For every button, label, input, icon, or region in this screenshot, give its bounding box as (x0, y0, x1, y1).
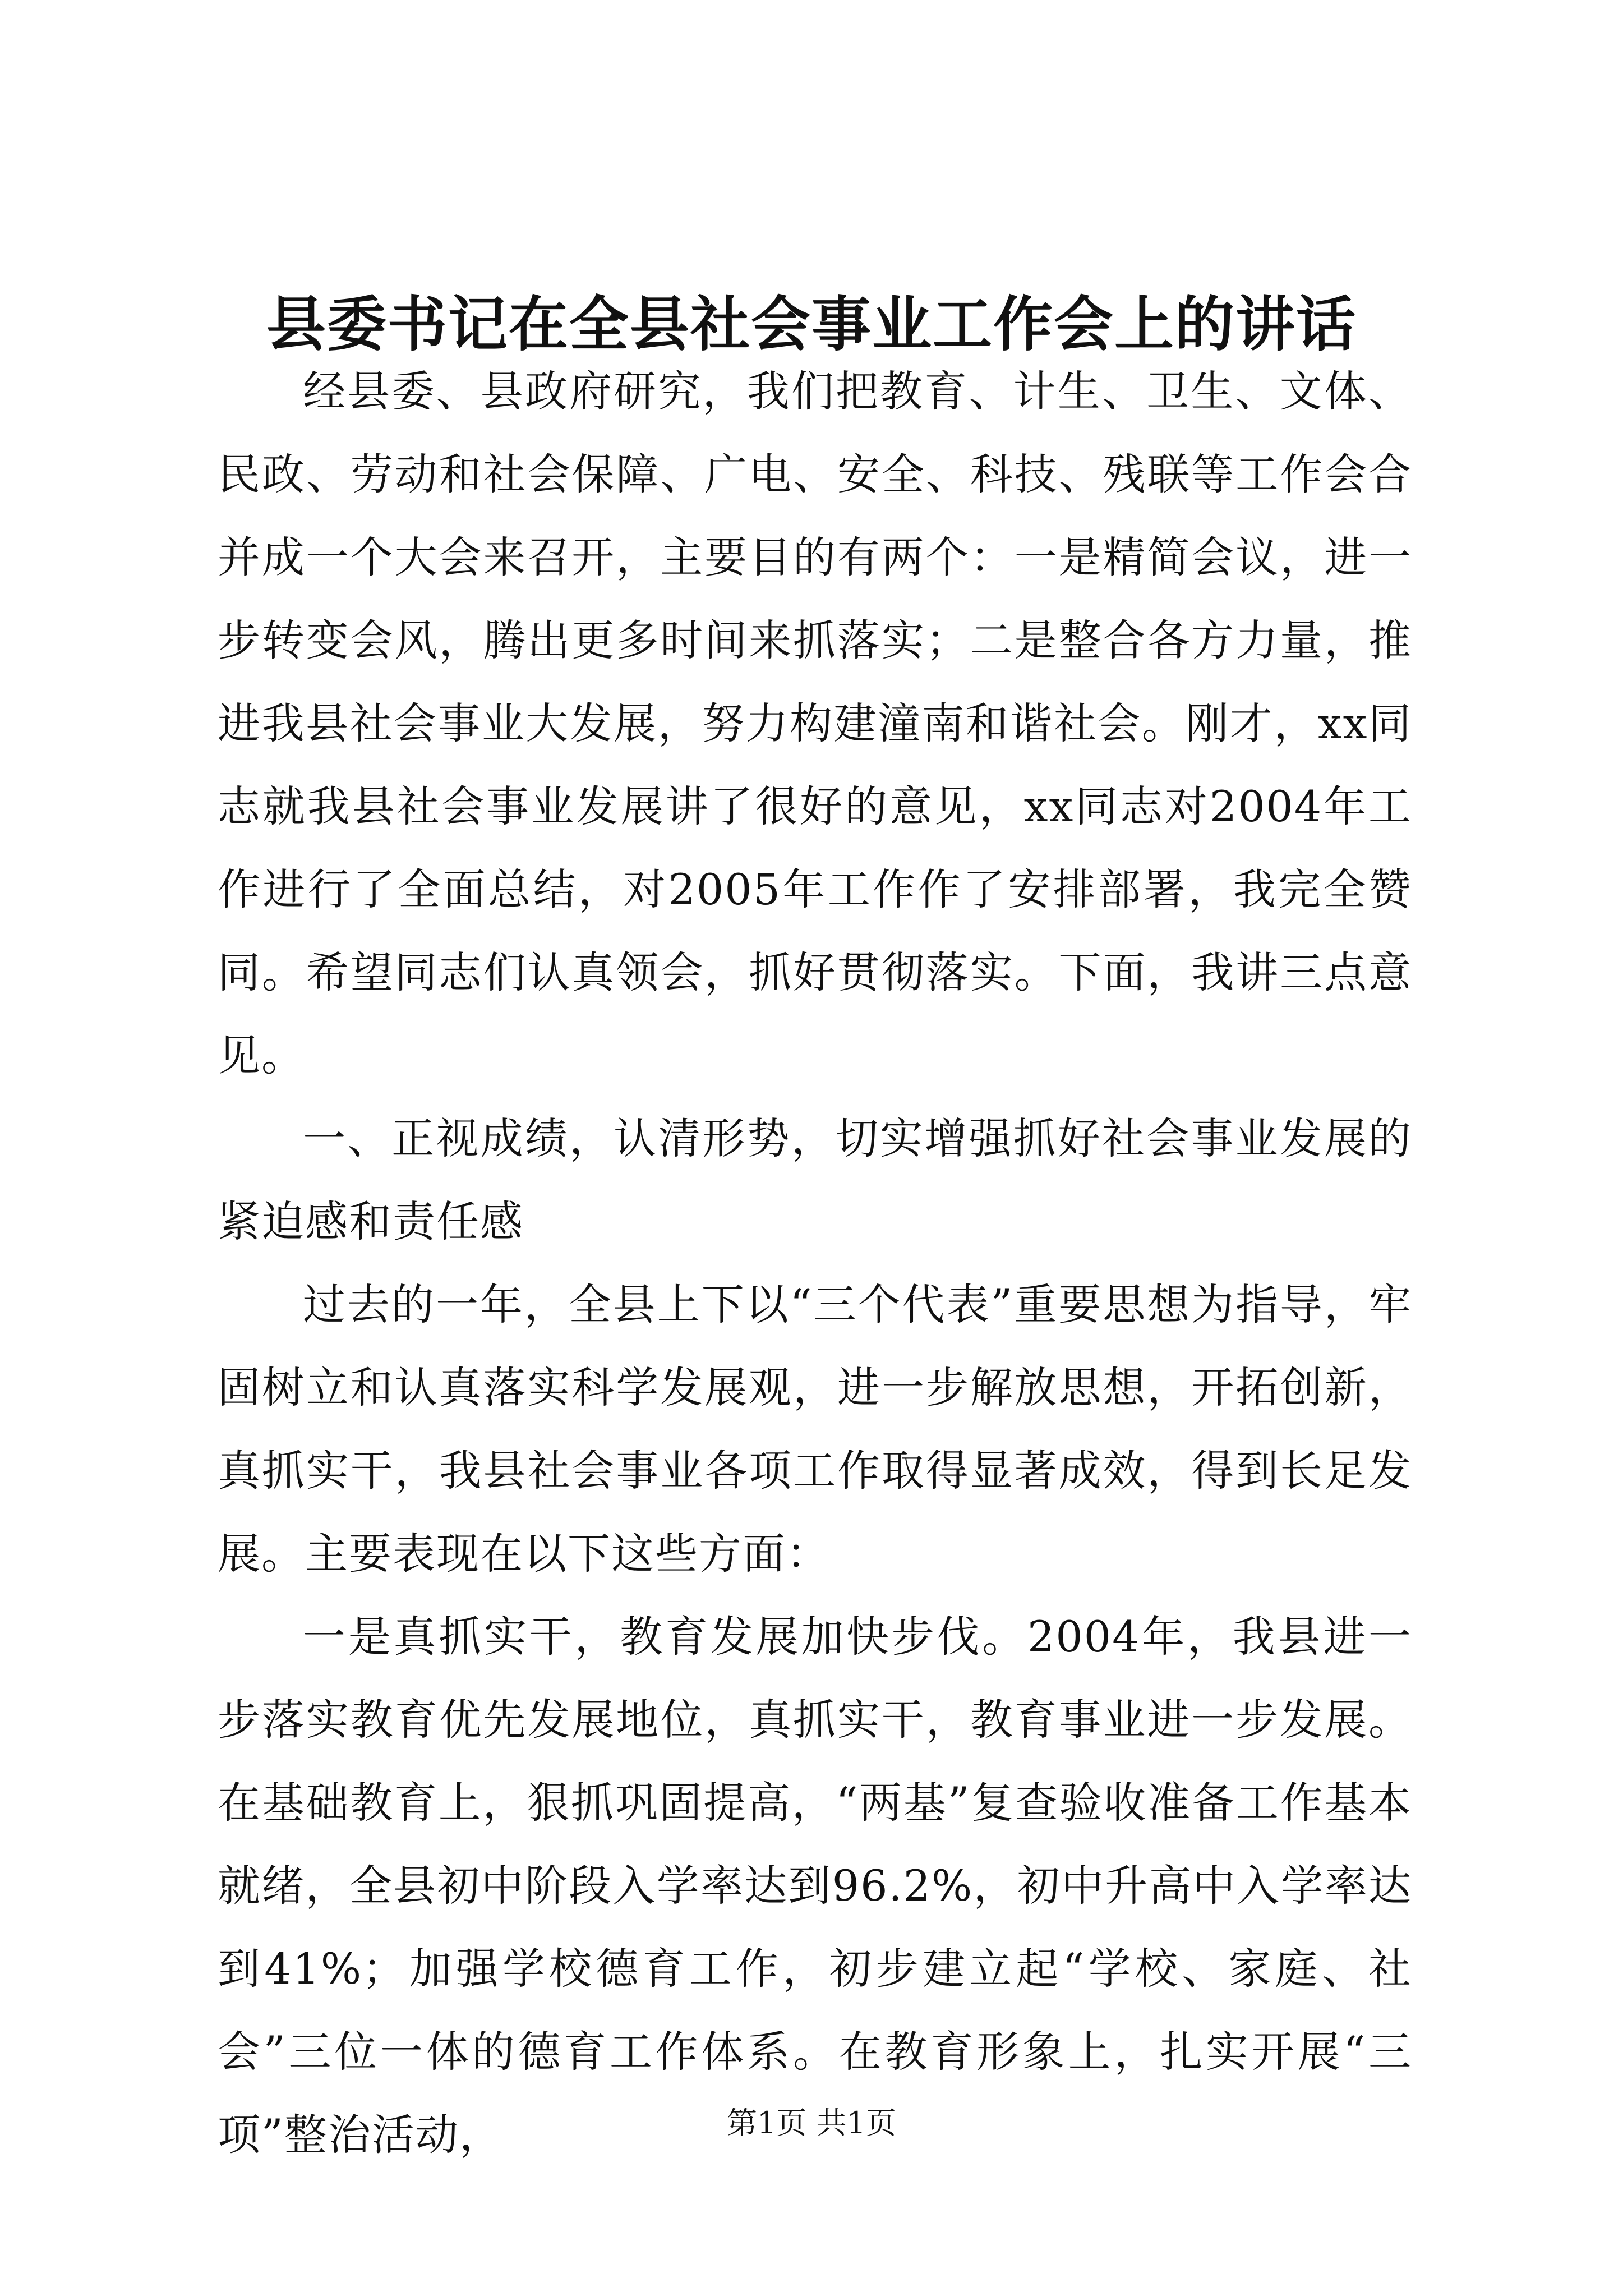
document-title: 县委书记在全县社会事业工作会上的讲话 (266, 289, 1357, 359)
document-body (218, 350, 1412, 2177)
paragraph-education: 一是真抓实干，教育发展加快步伐。2004年，我县进一步落实教育优先发展地位，真抓实干，教育事业进一步发展。在基础教育上，狠抓巩固提高，“两基”复查验收准备工作基本就绪，全县初中阶段入学率达到96.2%，初中升高中入学率达到41%；加强学校德育工作，初步建立起“学校、家庭、社会”三位一体的德育工作体系。在教育形象上，扎实开展“三项”整治活动， (218, 1612, 1412, 2160)
paragraph-intro: 经县委、县政府研究，我们把教育、计生、卫生、文体、民政、劳动和社会保障、广电、安全、科技、残联等工作会合并成一个大会来召开，主要目的有两个：一是精简会议，进一步转变会风，腾出更多时间来抓落实；二是整合各方力量，推进我县社会事业大发展，努力构建潼南和谐社会。刚才，xx同志就我县社会事业发展讲了很好的意见，xx同志对2004年工作进行了全面总结，对2005年工作作了安排部署，我完全赞同。希望同志们认真领会，抓好贯彻落实。下面，我讲三点意见。 (218, 366, 1412, 1080)
paragraph-achievements: 过去的一年，全县上下以“三个代表”重要思想为指导，牢固树立和认真落实科学发展观，进一步解放思想，开拓创新，真抓实干，我县社会事业各项工作取得显著成效，得到长足发展。主要表现在以下这些方面： (218, 1280, 1412, 1579)
section-heading-1: 一、正视成绩，认清形势，切实增强抓好社会事业发展的紧迫感和责任感 (218, 1114, 1412, 1246)
page-footer: 第1页 共1页 (727, 2105, 896, 2141)
